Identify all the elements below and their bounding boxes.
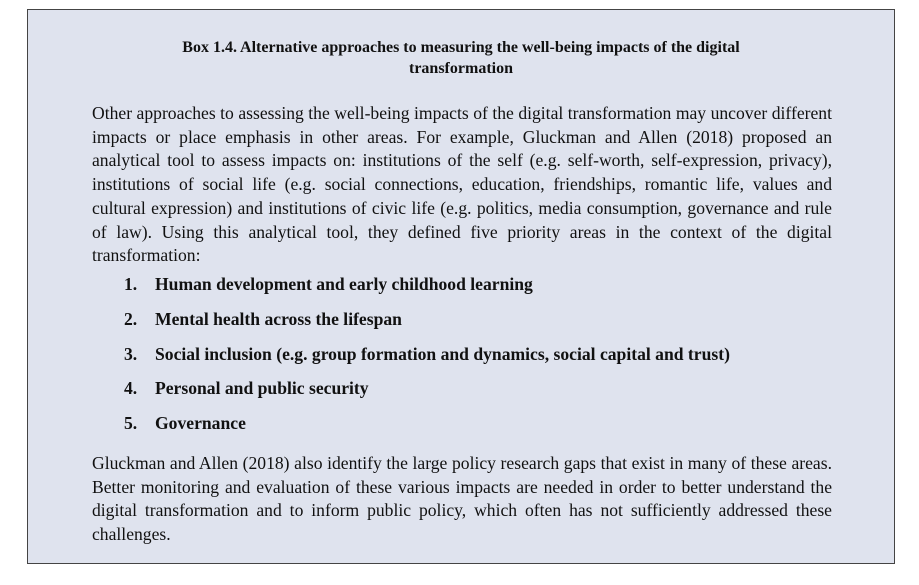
intro-paragraph: Other approaches to assessing the well-being impacts of the digital transformation may uncover different impacts or place emphasis in other areas. For example, Gluckman and Allen (2018) proposed an analytical tool to assess impacts on: institutions of the self (e.g. self-worth, self-expression, privacy), institutions of social life (e.g. social connections, education, friendships, romantic life, values and cultural expression) and institutions of civic life (e.g. politics, media consumption, governance and rule of law). Using this analytical tool, they defined five priority areas in the context of the digital transformation: <box>92 103 832 266</box>
list-item-number: 5. <box>124 413 138 434</box>
list-item <box>124 377 730 412</box>
box-title-line-2: transformation <box>409 60 513 77</box>
list-item-text: Personal and public security <box>155 378 369 399</box>
list-item-text: Human development and early childhood learning <box>155 274 533 294</box>
priority-list <box>124 273 730 447</box>
box-title <box>28 37 894 79</box>
list-item-number: 2. <box>124 308 138 329</box>
list-item-text: Social inclusion (e.g. group formation and dynamics, social capital and trust) <box>155 343 730 364</box>
list-item <box>124 308 730 343</box>
list-item <box>124 343 730 378</box>
conclusion-paragraph: Gluckman and Allen (2018) also identify the large policy research gaps that exist in many of these areas. Better monitoring and evaluation of these various impacts are needed in order to better understand the digital transformation and to inform public policy, which often has not sufficiently addressed these challenges. <box>92 453 832 545</box>
box-title-line-1: Box 1.4. Alternative approaches to measuring the well-being impacts of the digital <box>182 39 740 56</box>
list-item-number: 4. <box>124 378 138 399</box>
list-item <box>124 412 730 447</box>
list-item-text: Governance <box>155 413 246 434</box>
list-item-number: 1. <box>124 274 138 294</box>
info-box <box>27 9 895 564</box>
list-item-number: 3. <box>124 343 138 364</box>
list-item <box>124 273 730 308</box>
list-item-text: Mental health across the lifespan <box>155 308 402 329</box>
